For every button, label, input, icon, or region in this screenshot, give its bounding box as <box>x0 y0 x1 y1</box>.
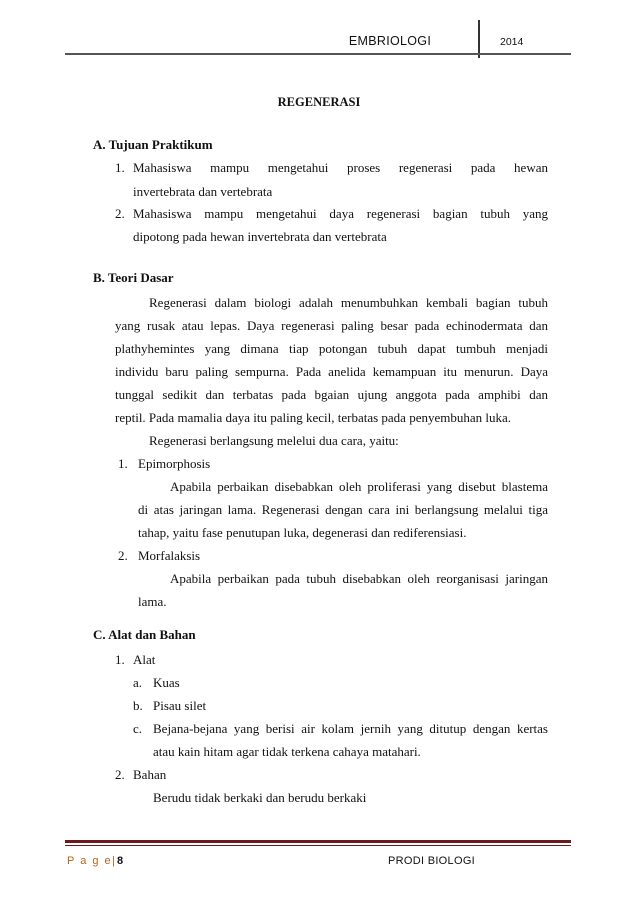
section-b-item2-line1: Apabila perbaikan pada tubuh disebabkan oleh reorganisasi jaringan <box>170 571 548 586</box>
section-c-item-c-letter: c. <box>133 721 143 736</box>
section-c-alat-label: Alat <box>133 652 156 667</box>
section-c-alat-number: 1. <box>115 652 125 667</box>
section-a-item1-number: 1. <box>115 160 125 175</box>
section-a-item1-line2: invertebrata dan vertebrata <box>133 184 273 199</box>
header-year: 2014 <box>500 36 524 48</box>
section-a-item2-line1: Mahasiswa mampu mengetahui daya regenerasi bagian tubuh yang <box>133 206 548 221</box>
header-title: EMBRIOLOGI <box>348 34 432 48</box>
section-a-item2-line2: dipotong pada hewan invertebrata dan vertebrata <box>133 229 387 244</box>
section-c-item-c-line2: atau kain hitam agar tidak terkena cahaya matahari. <box>153 744 421 759</box>
section-c-item-c-line1: Bejana-bejana yang berisi air kolam jernih yang ditutup dengan kertas <box>153 721 548 736</box>
header-rule <box>65 53 571 55</box>
section-b-paragraph1-line5: tunggal sedikit dan terbatas pada bgaian ujung anggota pada amphibi dan <box>115 387 548 402</box>
section-b-item2-number: 2. <box>118 548 128 563</box>
section-b-item1-line3: tahap, yaitu fase penutupan luka, degenerasi dan rediferensiasi. <box>138 525 467 540</box>
document-title: REGENERASI <box>277 95 361 109</box>
section-c-item-b-text: Pisau silet <box>153 698 207 713</box>
section-b-item1-line2: di atas jaringan lama. Regenerasi dengan cara ini berlangsung melalui tiga <box>138 502 548 517</box>
section-b-paragraph1-line2: yang rusak atau lepas. Daya regenerasi paling besar pada echinodermata dan <box>115 318 548 333</box>
section-b-paragraph1-line3: plathyhemintes yang dimana tiap potongan tubuh dapat tumbuh menjadi <box>115 341 548 356</box>
footer-separator: | <box>112 855 115 867</box>
section-b-item1-number: 1. <box>118 456 128 471</box>
section-c-item-b-letter: b. <box>133 698 143 713</box>
footer-rule-thick <box>65 840 571 843</box>
section-b-item1-line1: Apabila perbaikan disebabkan oleh proliferasi yang disebut blastema <box>170 479 548 494</box>
section-c-heading: C. Alat dan Bahan <box>93 627 196 642</box>
footer-department: PRODI BIOLOGI <box>388 855 476 867</box>
section-a-heading: A. Tujuan Praktikum <box>93 137 213 152</box>
section-c-item-a-letter: a. <box>133 675 143 690</box>
section-b-heading: B. Teori Dasar <box>93 270 174 285</box>
section-b-paragraph1-line6: reptil. Pada mamalia daya itu paling kecil, terbatas pada penyembuhan luka. <box>115 410 511 425</box>
section-b-item2-label: Morfalaksis <box>138 548 201 563</box>
section-a-item1-line1: Mahasiswa mampu mengetahui proses regenerasi pada hewan <box>133 160 548 175</box>
section-a-item2-number: 2. <box>115 206 125 221</box>
footer-page-number: 8 <box>117 855 124 867</box>
section-c-bahan-number: 2. <box>115 767 125 782</box>
section-c-item-a-text: Kuas <box>153 675 180 690</box>
section-b-paragraph1-line1: Regenerasi dalam biologi adalah menumbuhkan kembali bagian tubuh <box>149 295 548 310</box>
section-c-bahan-label: Bahan <box>133 767 167 782</box>
section-b-item1-label: Epimorphosis <box>138 456 211 471</box>
section-b-paragraph2: Regenerasi berlangsung melelui dua cara, yaitu: <box>149 433 399 448</box>
footer-rule-thin <box>65 845 571 846</box>
section-b-item2-line2: lama. <box>138 594 167 609</box>
footer-page-label: P a g e <box>67 855 113 867</box>
section-b-paragraph1-line4: individu baru paling sempurna. Pada anelida kemampuan itu menurun. Daya <box>115 364 548 379</box>
section-c-bahan-text: Berudu tidak berkaki dan berudu berkaki <box>153 790 367 805</box>
